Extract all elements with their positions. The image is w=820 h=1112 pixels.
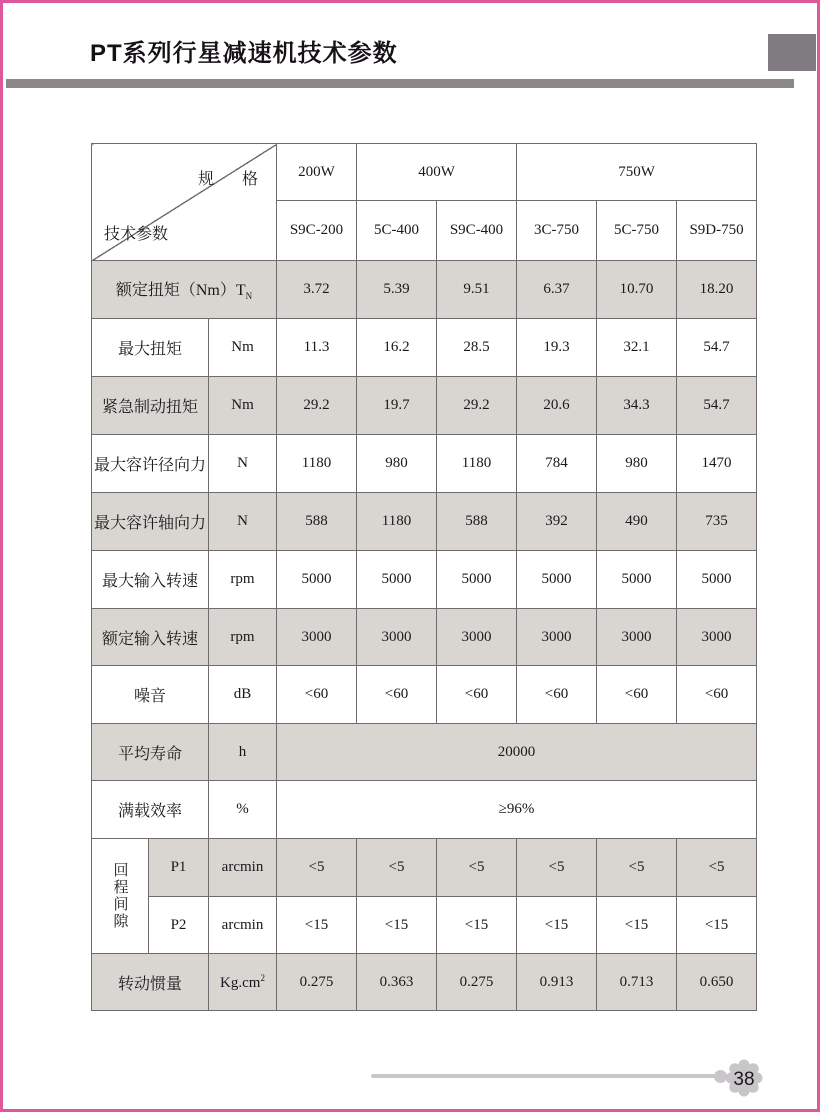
value-cell: 5000 [357,551,437,609]
unit-cell: arcmin [209,897,277,954]
value-cell: <5 [597,839,677,897]
row-backlash-p2 [92,897,757,954]
power-group-400w: 400W [357,144,517,201]
value-cell: 3000 [677,609,757,666]
value-cell: <60 [357,666,437,724]
value-cell: 29.2 [437,377,517,435]
power-group-750w: 750W [517,144,757,201]
value-cell: 19.3 [517,319,597,377]
value-cell: <5 [437,839,517,897]
value-cell: 34.3 [597,377,677,435]
value-cell: <5 [677,839,757,897]
row-label-subscript: N [245,291,253,302]
row-label: P1 [149,839,209,897]
value-cell: 5000 [277,551,357,609]
corner-cell [92,144,277,261]
corner-spec-label: 规 格 [198,171,265,188]
value-cell: 1180 [357,493,437,551]
value-cell: 392 [517,493,597,551]
value-cell: 19.7 [357,377,437,435]
row-max-torque [92,319,757,377]
value-cell: <15 [357,897,437,954]
value-cell: 28.5 [437,319,517,377]
unit-cell: % [209,781,277,839]
value-cell: 735 [677,493,757,551]
row-label: 最大扭矩 [92,319,209,377]
value-cell: 5000 [517,551,597,609]
row-inertia [92,954,757,1011]
value-cell: <60 [277,666,357,724]
model-header: S9D-750 [677,201,757,261]
value-cell: 1470 [677,435,757,493]
unit-text: Kg.cm [220,974,261,991]
row-label-text: 额定扭矩（Nm）T [115,282,246,300]
value-cell: <5 [277,839,357,897]
value-cell: 20.6 [517,377,597,435]
value-cell: 3000 [357,609,437,666]
row-rated-torque [92,261,757,319]
value-cell: 588 [277,493,357,551]
unit-cell: arcmin [209,839,277,897]
backlash-group-label: 回程间隙 [92,839,149,954]
unit-cell: Nm [209,377,277,435]
value-cell: 6.37 [517,261,597,319]
value-cell: <60 [517,666,597,724]
value-cell: 3000 [277,609,357,666]
value-cell: 16.2 [357,319,437,377]
unit-cell: h [209,724,277,781]
unit-cell: dB [209,666,277,724]
row-label: 满载效率 [92,781,209,839]
row-axial-force [92,493,757,551]
row-label: P2 [149,897,209,954]
row-efficiency [92,781,757,839]
value-cell: <15 [517,897,597,954]
value-cell: 3000 [597,609,677,666]
unit-cell: Nm [209,319,277,377]
value-cell: 5000 [677,551,757,609]
value-cell: 3000 [517,609,597,666]
unit-superscript: 2 [260,972,265,983]
value-cell: 18.20 [677,261,757,319]
value-cell: 1180 [437,435,517,493]
model-header: 3C-750 [517,201,597,261]
row-noise [92,666,757,724]
footer-rule [371,1074,715,1078]
value-cell: 5000 [597,551,677,609]
value-cell: 0.650 [677,954,757,1011]
merged-value-cell: ≥96% [277,781,757,839]
value-cell: 490 [597,493,677,551]
row-rated-input-speed [92,609,757,666]
header-row-power [92,144,757,201]
row-label: 最大容许轴向力 [92,493,209,551]
value-cell: <5 [517,839,597,897]
value-cell: <60 [597,666,677,724]
value-cell: 784 [517,435,597,493]
value-cell: 54.7 [677,319,757,377]
value-cell: 980 [357,435,437,493]
row-radial-force [92,435,757,493]
value-cell: <15 [597,897,677,954]
header-rule [6,79,794,88]
model-header: 5C-400 [357,201,437,261]
gear-icon [722,1056,766,1100]
value-cell: <15 [677,897,757,954]
page-number: 38 [733,1069,755,1090]
row-label: 转动惯量 [92,954,209,1011]
value-cell: 10.70 [597,261,677,319]
value-cell: 29.2 [277,377,357,435]
header-accent-square [768,34,816,71]
spec-table [91,143,757,1011]
value-cell: <15 [277,897,357,954]
value-cell: 588 [437,493,517,551]
row-label: 噪音 [92,666,209,724]
value-cell: 1180 [277,435,357,493]
value-cell: 5000 [437,551,517,609]
power-group-200w: 200W [277,144,357,201]
value-cell: 3.72 [277,261,357,319]
corner-param-label: 技术参数 [104,226,169,243]
model-header: S9C-400 [437,201,517,261]
value-cell: 980 [597,435,677,493]
value-cell: 3000 [437,609,517,666]
value-cell: 0.713 [597,954,677,1011]
value-cell: 54.7 [677,377,757,435]
value-cell: <60 [677,666,757,724]
unit-cell: N [209,435,277,493]
row-label: 平均寿命 [92,724,209,781]
value-cell: <15 [437,897,517,954]
row-label [92,261,277,319]
value-cell: 0.363 [357,954,437,1011]
value-cell: 9.51 [437,261,517,319]
row-max-input-speed [92,551,757,609]
row-average-life [92,724,757,781]
merged-value-cell: 20000 [277,724,757,781]
value-cell: 0.913 [517,954,597,1011]
value-cell: 32.1 [597,319,677,377]
unit-cell [209,954,277,1011]
value-cell: <60 [437,666,517,724]
value-cell: <5 [357,839,437,897]
unit-cell: N [209,493,277,551]
row-label: 最大容许径向力 [92,435,209,493]
row-brake-torque [92,377,757,435]
value-cell: 5.39 [357,261,437,319]
row-label: 紧急制动扭矩 [92,377,209,435]
model-header: S9C-200 [277,201,357,261]
value-cell: 11.3 [277,319,357,377]
value-cell: 0.275 [437,954,517,1011]
model-header: 5C-750 [597,201,677,261]
value-cell: 0.275 [277,954,357,1011]
page-title: PT系列行星减速机技术参数 [90,40,398,67]
unit-cell: rpm [209,609,277,666]
row-label: 最大输入转速 [92,551,209,609]
row-backlash-p1 [92,839,757,897]
unit-cell: rpm [209,551,277,609]
row-label: 额定输入转速 [92,609,209,666]
